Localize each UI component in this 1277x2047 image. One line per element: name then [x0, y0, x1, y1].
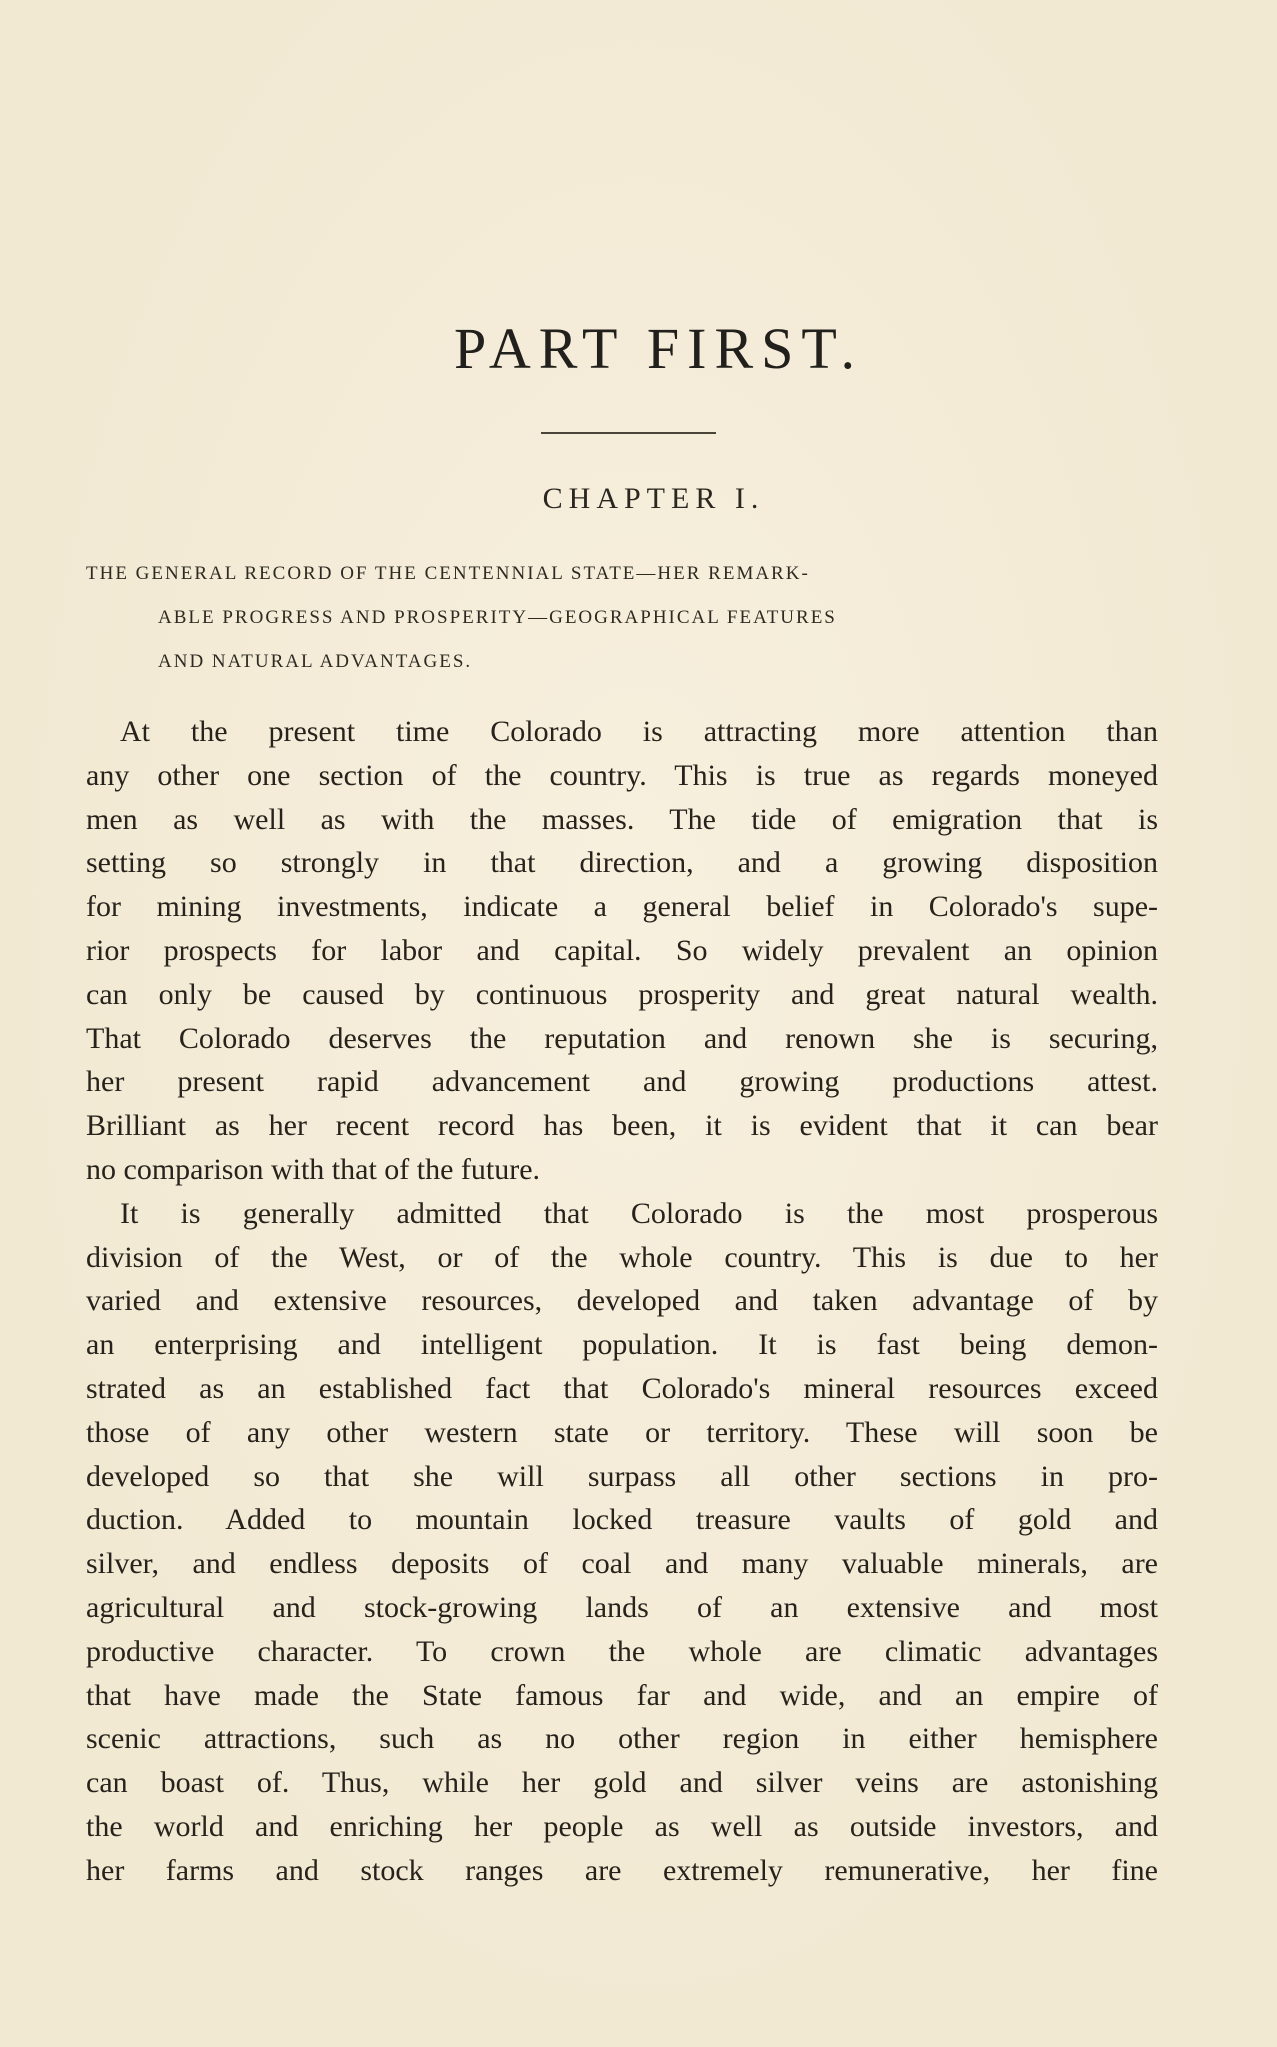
paragraph-line: scenic attractions, such as no other region in either hemisphere: [86, 1722, 1158, 1756]
paragraph-line: silver, and endless deposits of coal and many valuable minerals, are: [86, 1547, 1158, 1581]
chapter-summary: [86, 552, 1160, 684]
paragraph-line: developed so that she will surpass all other sections in pro-: [86, 1459, 1158, 1493]
paragraph-line: strated as an established fact that Colorado's mineral resources exceed: [86, 1371, 1158, 1405]
paragraph-line: division of the West, or of the whole country. This is due to her: [86, 1240, 1158, 1274]
body-text: [86, 710, 1158, 1893]
paragraph-line: those of any other western state or territory. These will soon be: [86, 1415, 1158, 1449]
paragraph-line: can boast of. Thus, while her gold and silver veins are astonishing: [86, 1766, 1158, 1800]
paragraph-line: the world and enriching her people as well as outside investors, and: [86, 1809, 1158, 1843]
part-title: PART FIRST.: [453, 316, 864, 381]
title-divider-rule: [541, 432, 716, 434]
paragraph-line: duction. Added to mountain locked treasure vaults of gold and: [86, 1503, 1158, 1537]
paragraph-line: for mining investments, indicate a general belief in Colorado's supe-: [86, 890, 1158, 924]
paragraph-line: that have made the State famous far and wide, and an empire of: [86, 1678, 1158, 1712]
paragraph-line: no comparison with that of the future.: [86, 1152, 541, 1186]
paragraph-line: agricultural and stock-growing lands of an extensive and most: [86, 1590, 1158, 1624]
paragraph-line: Brilliant as her recent record has been, it is evident that it can bear: [86, 1109, 1158, 1143]
paragraph-line: her present rapid advancement and growing productions attest.: [86, 1065, 1158, 1099]
chapter-summary-line: THE GENERAL RECORD OF THE CENTENNIAL STATE—HER REMARK-: [86, 563, 810, 584]
paragraph-line: It is generally admitted that Colorado is the most prosperous: [120, 1196, 1158, 1230]
paragraph-line: That Colorado deserves the reputation and renown she is securing,: [86, 1021, 1158, 1055]
chapter-summary-line: ABLE PROGRESS AND PROSPERITY—GEOGRAPHICAL FEATURES: [158, 607, 837, 628]
paragraph-line: an enterprising and intelligent population. It is fast being demon-: [86, 1328, 1158, 1362]
chapter-summary-line: AND NATURAL ADVANTAGES.: [158, 651, 473, 672]
chapter-title: CHAPTER I.: [542, 482, 765, 515]
paragraph-line: rior prospects for labor and capital. So widely prevalent an opinion: [86, 933, 1158, 967]
paragraph-line: any other one section of the country. This is true as regards moneyed: [86, 758, 1158, 792]
paragraph-line: setting so strongly in that direction, and a growing disposition: [86, 846, 1158, 880]
paragraph-line: At the present time Colorado is attracting more attention than: [120, 715, 1158, 748]
paragraph-line: men as well as with the masses. The tide of emigration that is: [86, 802, 1158, 836]
paragraph-line: can only be caused by continuous prosperity and great natural wealth.: [86, 977, 1158, 1011]
paragraph-line: her farms and stock ranges are extremely remunerative, her fine: [86, 1853, 1158, 1887]
paragraph-line: productive character. To crown the whole are climatic advantages: [86, 1634, 1158, 1668]
paragraph-line: varied and extensive resources, developed and taken advantage of by: [86, 1284, 1158, 1318]
